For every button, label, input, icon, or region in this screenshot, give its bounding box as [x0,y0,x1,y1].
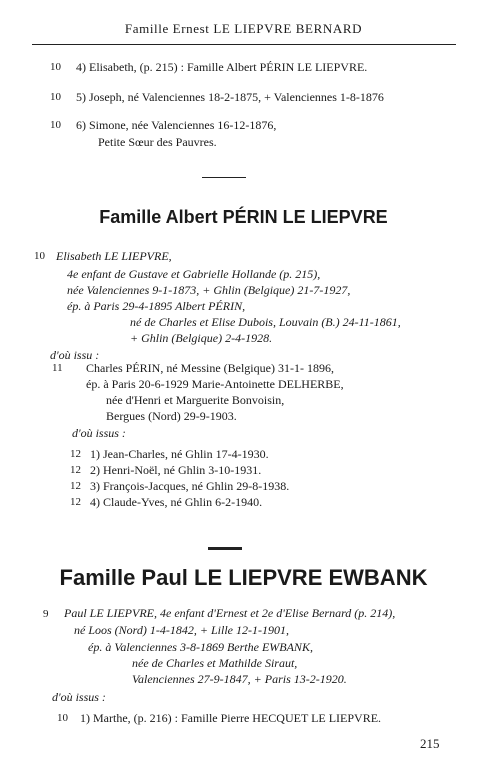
list-item: 4) Elisabeth, (p. 215) : Famille Albert PÉRIN LE LIEPVRE. [76,60,368,74]
list-item: 6) Simone, née Valenciennes 16-12-1876, [76,118,277,132]
bio-line: ép. à Valenciennes 3-8-1869 Berthe EWBANK, [88,640,313,654]
list-item: 5) Joseph, né Valenciennes 18-2-1875, + Valenciennes 1-8-1876 [76,90,384,104]
person-name: Elisabeth LE LIEPVRE, [56,249,172,263]
bio-line: + Ghlin (Belgique) 2-4-1928. [130,331,273,345]
bio-line: né de Charles et Elise Dubois, Louvain (B.) 24-11-1861, [130,315,401,329]
generation-number: 10 [34,250,45,262]
generation-number: 10 [50,61,61,73]
generation-number: 10 [57,712,68,724]
generation-number: 10 [50,91,61,103]
list-item: 1) Marthe, (p. 216) : Famille Pierre HECQUET LE LIEPVRE. [80,711,382,725]
bio-line: ép. à Paris 20-6-1929 Marie-Antoinette DELHERBE, [86,377,344,391]
bio-line: 4e enfant de Gustave et Gabrielle Hollande (p. 215), [67,267,321,281]
bio-line: né Loos (Nord) 1-4-1842, + Lille 12-1-1901, [74,623,289,637]
section-divider [202,177,246,178]
issue-label: d'où issu : [50,348,100,362]
bio-line: née d'Henri et Marguerite Bonvoisin, [106,393,285,407]
generation-number: 11 [52,362,63,374]
bio-line: née de Charles et Mathilde Siraut, [132,656,298,670]
list-item: 2) Henri-Noël, né Ghlin 3-10-1931. [90,463,262,477]
generation-number: 12 [70,448,81,460]
page-number: 215 [420,736,440,751]
list-item-continuation: Petite Sœur des Pauvres. [98,135,217,149]
running-head: Famille Ernest LE LIEPVRE BERNARD [124,21,363,36]
section-title: Famille Paul LE LIEPVRE EWBANK [59,565,428,590]
header-rule [32,44,456,45]
generation-number: 10 [50,119,61,131]
bio-line: Valenciennes 27-9-1847, + Paris 13-2-1920. [132,672,347,686]
bio-line: Paul LE LIEPVRE, 4e enfant d'Ernest et 2e d'Elise Bernard (p. 214), [64,606,396,620]
generation-number: 12 [70,480,81,492]
bio-line: Charles PÉRIN, né Messine (Belgique) 31-1- 1896, [86,361,334,375]
list-item: 4) Claude-Yves, né Ghlin 6-2-1940. [90,495,263,509]
bio-line: Bergues (Nord) 29-9-1903. [106,409,237,423]
list-item: 1) Jean-Charles, né Ghlin 17-4-1930. [90,447,269,461]
bio-line: née Valenciennes 9-1-1873, + Ghlin (Belgique) 21-7-1927, [67,283,351,297]
section-title: Famille Albert PÉRIN LE LIEPVRE [99,207,388,227]
generation-number: 12 [70,496,81,508]
generation-number: 12 [70,464,81,476]
generation-number: 9 [43,608,49,620]
issue-label: d'où issus : [52,690,106,704]
section-divider [208,547,242,550]
list-item: 3) François-Jacques, né Ghlin 29-8-1938. [90,479,290,493]
issue-label: d'où issus : [72,426,126,440]
bio-line: ép. à Paris 29-4-1895 Albert PÉRIN, [67,299,246,313]
